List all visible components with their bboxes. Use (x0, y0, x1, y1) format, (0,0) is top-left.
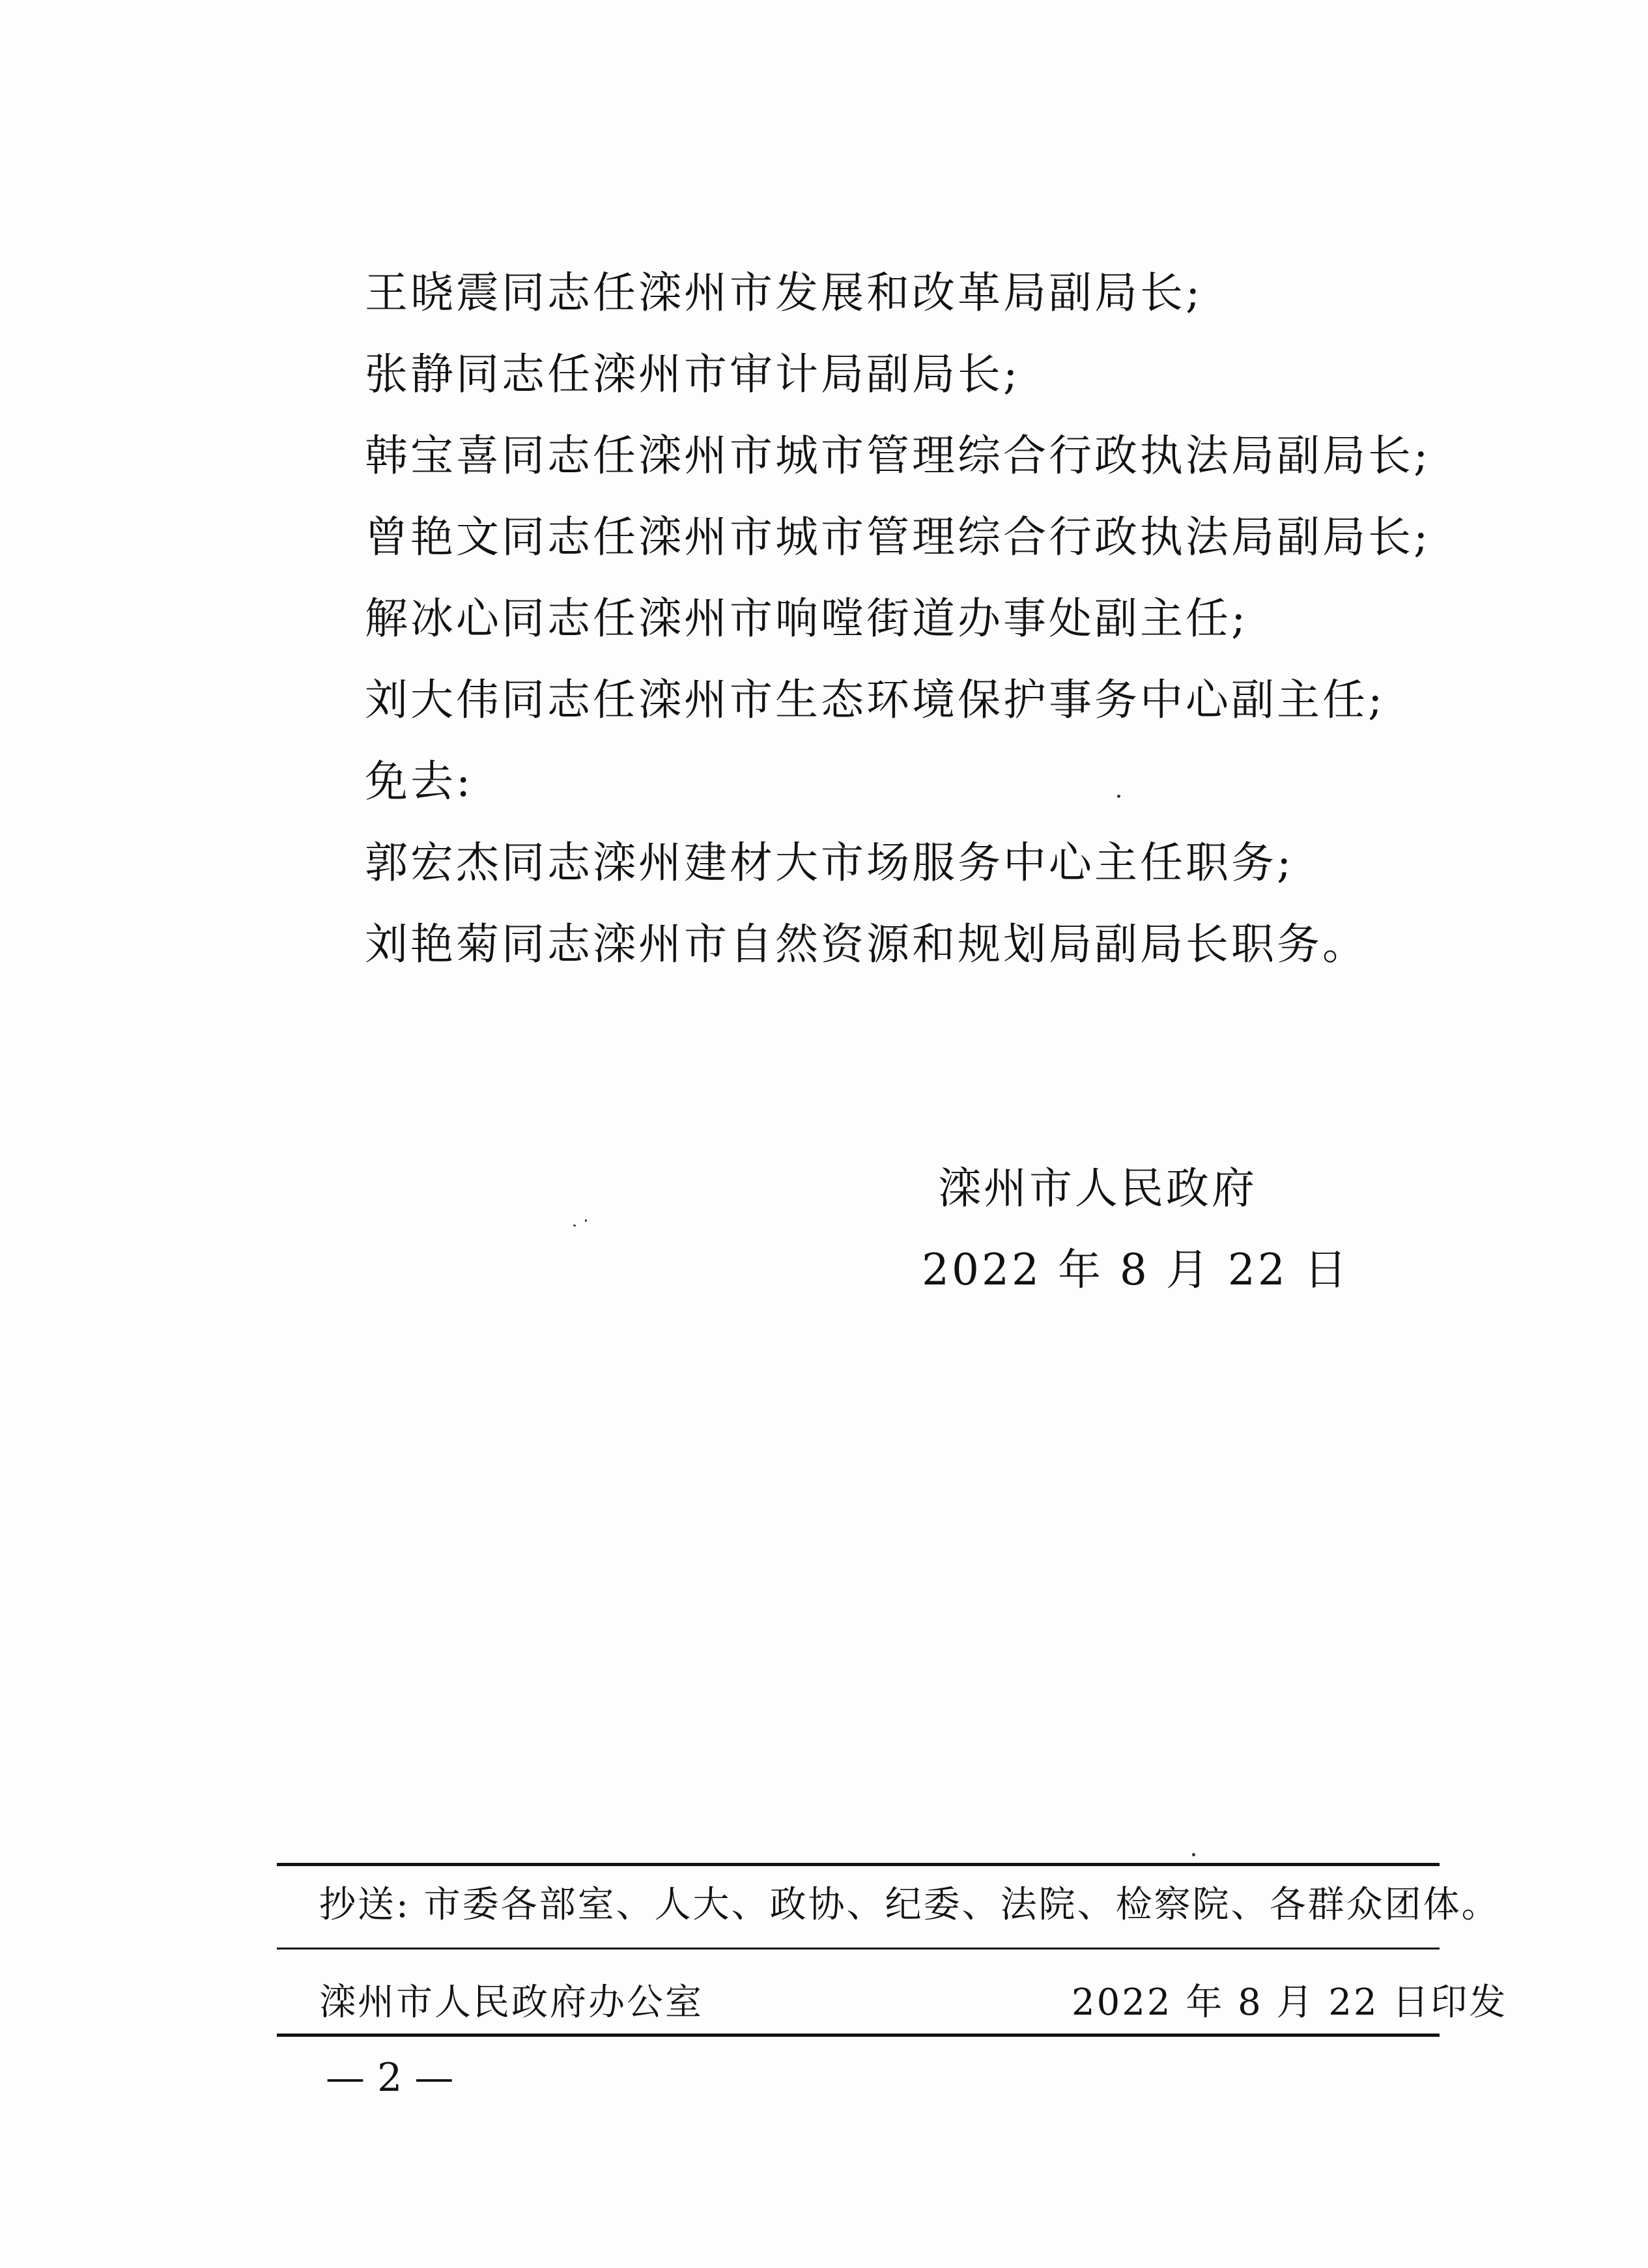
issuer-name: 滦州市人民政府 (938, 1163, 1257, 1213)
scan-speck (1192, 1853, 1195, 1856)
cc-line: 抄送: 市委各部室、人大、政协、纪委、法院、检察院、各群众团体。 (319, 1884, 1500, 1926)
removal-line: 郭宏杰同志滦州建材大市场服务中心主任职务; (365, 838, 1294, 888)
issuing-office: 滦州市人民政府办公室 (319, 1981, 703, 2024)
appointment-line: 刘大伟同志任滦州市生态环境保护事务中心副主任; (365, 675, 1385, 725)
scan-speck (585, 1219, 587, 1222)
footer-middle-rule (277, 1948, 1440, 1949)
page-number: — 2 — (326, 2055, 454, 2101)
appointment-line: 曾艳文同志任滦州市城市管理综合行政执法局副局长; (365, 512, 1431, 562)
removal-heading: 免去: (365, 756, 474, 806)
removal-line: 刘艳菊同志滦州市自然资源和规划局副局长职务。 (365, 919, 1368, 969)
scan-speck (573, 1225, 576, 1226)
appointment-line: 韩宝喜同志任滦州市城市管理综合行政执法局副局长; (365, 431, 1431, 481)
issue-date: 2022 年 8 月 22 日 (922, 1245, 1350, 1295)
appointment-line: 张静同志任滦州市审计局副局长; (365, 349, 1021, 399)
footer-top-rule (277, 1863, 1440, 1866)
scan-speck (1117, 795, 1120, 798)
appointment-line: 王晓震同志任滦州市发展和改革局副局长; (365, 268, 1203, 318)
footer-bottom-rule (277, 2034, 1440, 2037)
print-date: 2022 年 8 月 22 日印发 (1072, 1981, 1508, 2024)
appointment-line: 解冰心同志任滦州市响嘡街道办事处副主任; (365, 593, 1249, 644)
